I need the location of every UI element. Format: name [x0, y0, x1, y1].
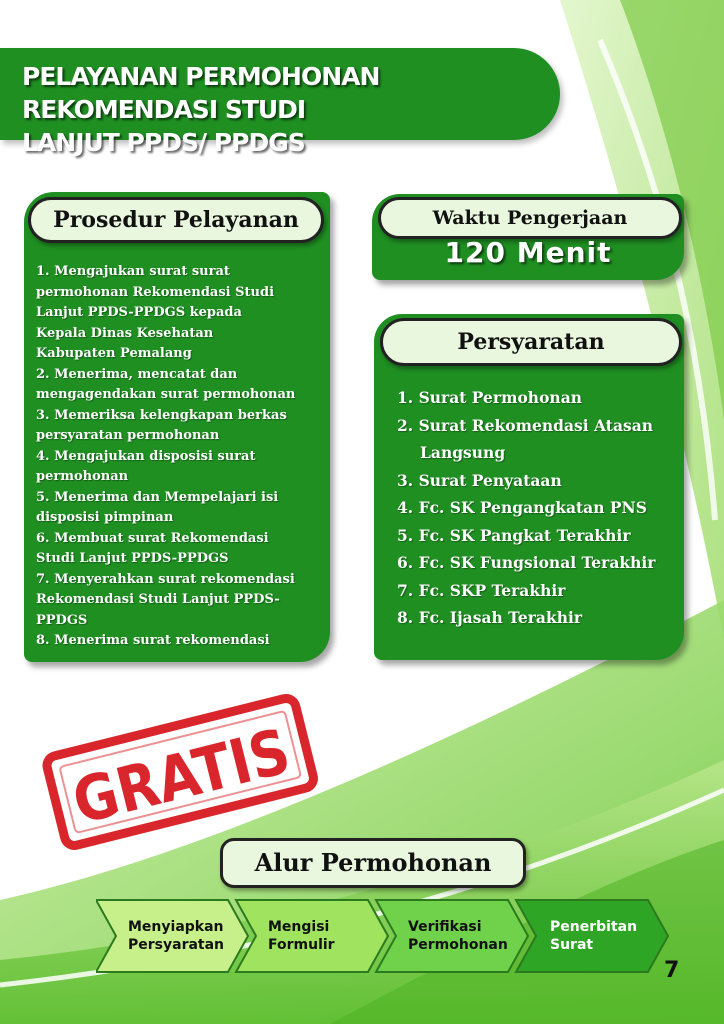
- prosedur-line: disposisi pimpinan: [36, 510, 174, 525]
- step-3-line-1: Verifikasi: [408, 919, 482, 935]
- step-4-line-1: Penerbitan: [550, 919, 638, 935]
- step-2-label: [268, 918, 335, 954]
- page-title: [22, 60, 542, 159]
- step-4-line-2: Surat: [550, 937, 594, 953]
- step-1-line-2: Persyaratan: [128, 937, 225, 953]
- step-3-line-2: Permohonan: [408, 937, 508, 953]
- step-1-line-1: Menyiapkan: [128, 919, 224, 935]
- prosedur-line: Kepala Dinas Kesehatan: [36, 325, 214, 341]
- persyaratan-item: 7. Fc. SKP Terakhir: [397, 580, 566, 600]
- prosedur-line: Lanjut PPDS-PPDGS kepada: [36, 305, 242, 320]
- waktu-heading: Waktu Pengerjaan: [378, 197, 682, 239]
- step-4-label: [550, 918, 637, 954]
- prosedur-line: 4. Mengajukan disposisi surat: [36, 448, 256, 464]
- prosedur-line: persyaratan permohonan: [36, 428, 220, 443]
- page-title-line-2: LANJUT PPDS/ PPDGS: [22, 128, 305, 157]
- prosedur-list: [36, 262, 336, 652]
- persyaratan-item: Langsung: [420, 443, 506, 462]
- prosedur-line: 2. Menerima, mencatat dan: [36, 366, 238, 382]
- prosedur-line: 6. Membuat surat Rekomendasi: [36, 530, 269, 546]
- persyaratan-item: 5. Fc. SK Pangkat Terakhir: [397, 525, 631, 545]
- persyaratan-heading: Persyaratan: [380, 318, 682, 366]
- prosedur-line: mengagendakan surat permohonan: [36, 387, 296, 402]
- prosedur-line: Studi Lanjut PPDS-PPDGS: [36, 551, 229, 566]
- prosedur-line: 3. Memeriksa kelengkapan berkas: [36, 407, 287, 423]
- prosedur-line: 7. Menyerahkan surat rekomendasi: [36, 571, 295, 587]
- prosedur-line: Kabupaten Pemalang: [36, 346, 192, 361]
- page-title-line-1: PELAYANAN PERMOHONAN REKOMENDASI STUDI: [22, 62, 380, 124]
- persyaratan-item: 2. Surat Rekomendasi Atasan: [397, 415, 654, 435]
- persyaratan-item: 8. Fc. Ijasah Terakhir: [397, 608, 583, 627]
- persyaratan-item: 3. Surat Penyataan: [397, 470, 562, 490]
- persyaratan-list: [397, 384, 667, 632]
- step-1-label: [128, 918, 224, 954]
- persyaratan-item: 1. Surat Permohonan: [397, 388, 583, 407]
- persyaratan-item: 4. Fc. SK Pengangkatan PNS: [397, 498, 647, 517]
- waktu-value: 120 Menit: [444, 236, 612, 269]
- prosedur-line: 8. Menerima surat rekomendasi: [36, 633, 270, 648]
- step-2-line-2: Formulir: [268, 937, 335, 953]
- gratis-stamp-text: GRATIS: [65, 706, 328, 839]
- step-2-line-1: Mengisi: [268, 919, 330, 935]
- prosedur-heading: Prosedur Pelayanan: [28, 197, 324, 243]
- step-3-label: [408, 918, 508, 954]
- prosedur-line: permohonan Rekomendasi Studi: [36, 284, 275, 300]
- prosedur-line: permohonan: [36, 469, 129, 484]
- prosedur-line: 5. Menerima dan Mempelajari isi: [36, 489, 279, 505]
- alur-heading: Alur Permohonan: [220, 838, 526, 888]
- persyaratan-item: 6. Fc. SK Fungsional Terakhir: [397, 553, 656, 572]
- prosedur-line: PPDGS: [36, 612, 88, 628]
- prosedur-line: Rekomendasi Studi Lanjut PPDS-: [36, 592, 280, 607]
- prosedur-line: 1. Mengajukan surat surat: [36, 264, 230, 279]
- page-number: 7: [664, 958, 680, 983]
